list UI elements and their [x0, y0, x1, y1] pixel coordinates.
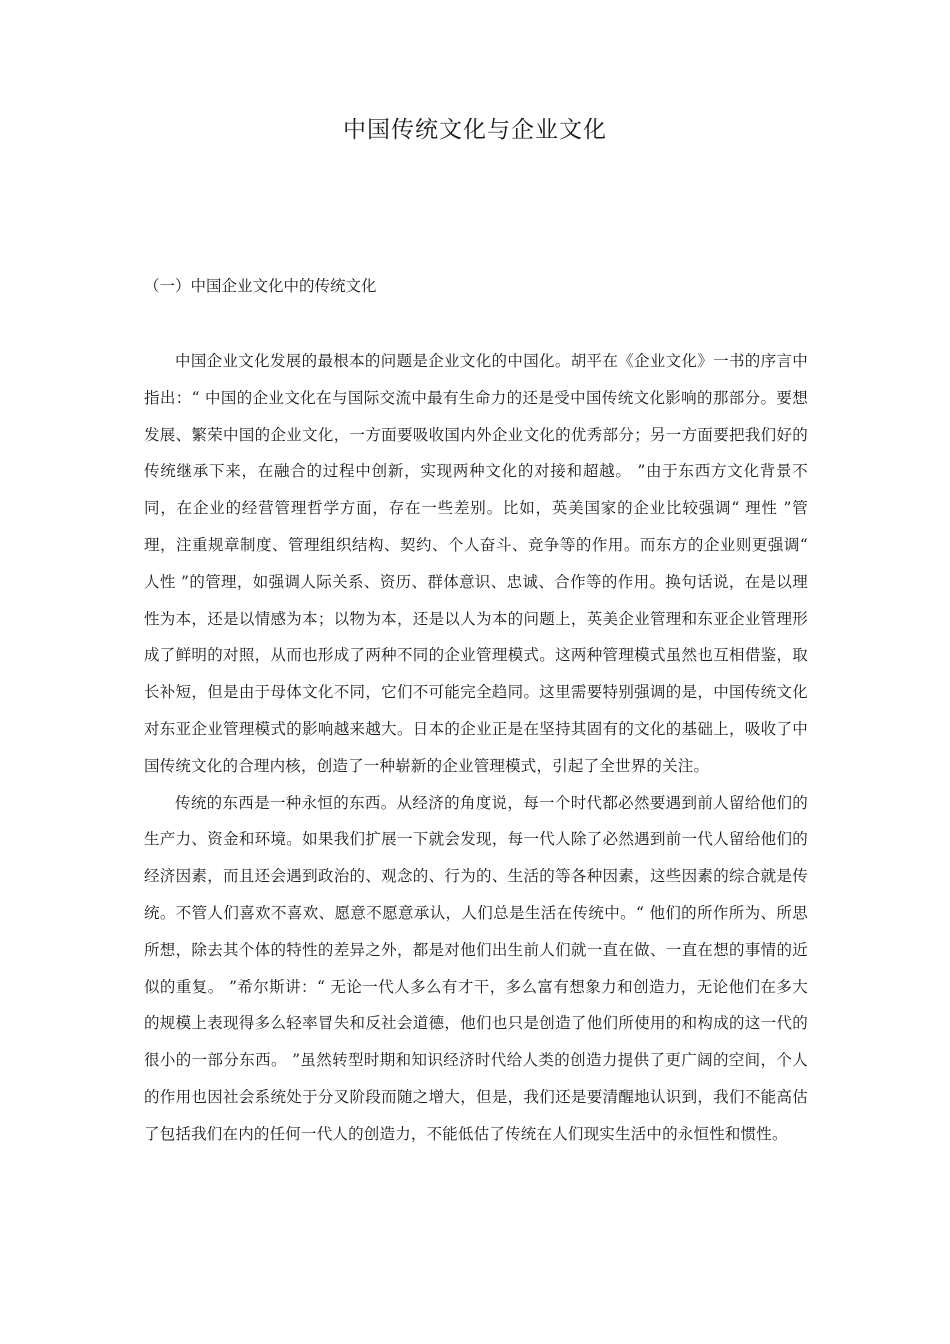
section-heading: （一）中国企业文化中的传统文化	[144, 277, 377, 295]
body-text	[144, 343, 808, 1153]
paragraph-2: 传统的东西是一种永恒的东西。从经济的角度说，每一个时代都必然要遇到前人留给他们的生产力、资金和环境。如果我们扩展一下就会发现，每一代人除了必然遇到前一代人留给他们的经济因素，而且还会遇到政治的、观念的、行为的、生活的等各种因素，这些因素的综合就是传统。不管人们喜欢不喜欢、愿意不愿意承认，人们总是生活在传统中。“ 他们的所作所为、所思所想，除去其个体的特性的差异之外，都是对他们出生前人们就一直在做、一直在想的事情的近似的重复。 ”希尔斯讲：“ 无论一代人多么有才干，多么富有想象力和创造力，无论他们在多大的规模上表现得多么轻率冒失和反社会道德，他们也只是创造了他们所使用的和构成的这一代的很小的一部分东西。 ”虽然转型时期和知识经济时代给人类的创造力提供了更广阔的空间，个人的作用也因社会系统处于分叉阶段而随之增大，但是，我们还是要清醒地认识到，我们不能高估了包括我们在内的任何一代人的创造力，不能低估了传统在人们现实生活中的永恒性和惯性。	[144, 793, 808, 1143]
document-title: 中国传统文化与企业文化	[343, 117, 607, 143]
paragraph-1: 中国企业文化发展的最根本的问题是企业文化的中国化。胡平在《企业文化》一书的序言中指出：“ 中国的企业文化在与国际交流中最有生命力的还是受中国传统文化影响的那部分。要想发展、繁荣中国的企业文化，一方面要吸收国内外企业文化的优秀部分；另一方面要把我们好的传统继承下来，在融合的过程中创新，实现两种文化的对接和超越。 ”由于东西方文化背景不同，在企业的经营管理哲学方面，存在一些差别。比如，英美国家的企业比较强调“ 理性 ”管理，注重规章制度、管理组织结构、契约、个人奋斗、竞争等的作用。而东方的企业则更强调“ 人性 ”的管理，如强调人际关系、资历、群体意识、忠诚、合作等的作用。换句话说，在是以理性为本，还是以情感为本；以物为本，还是以人为本的问题上，英美企业管理和东亚企业管理形成了鲜明的对照，从而也形成了两种不同的企业管理模式。这两种管理模式虽然也互相借鉴，取长补短，但是由于母体文化不同，它们不可能完全趋同。这里需要特别强调的是，中国传统文化对东亚企业管理模式的影响越来越大。日本的企业正是在坚持其固有的文化的基础上，吸收了中国传统文化的合理内核，创造了一种崭新的企业管理模式，引起了全世界的关注。	[144, 352, 808, 775]
